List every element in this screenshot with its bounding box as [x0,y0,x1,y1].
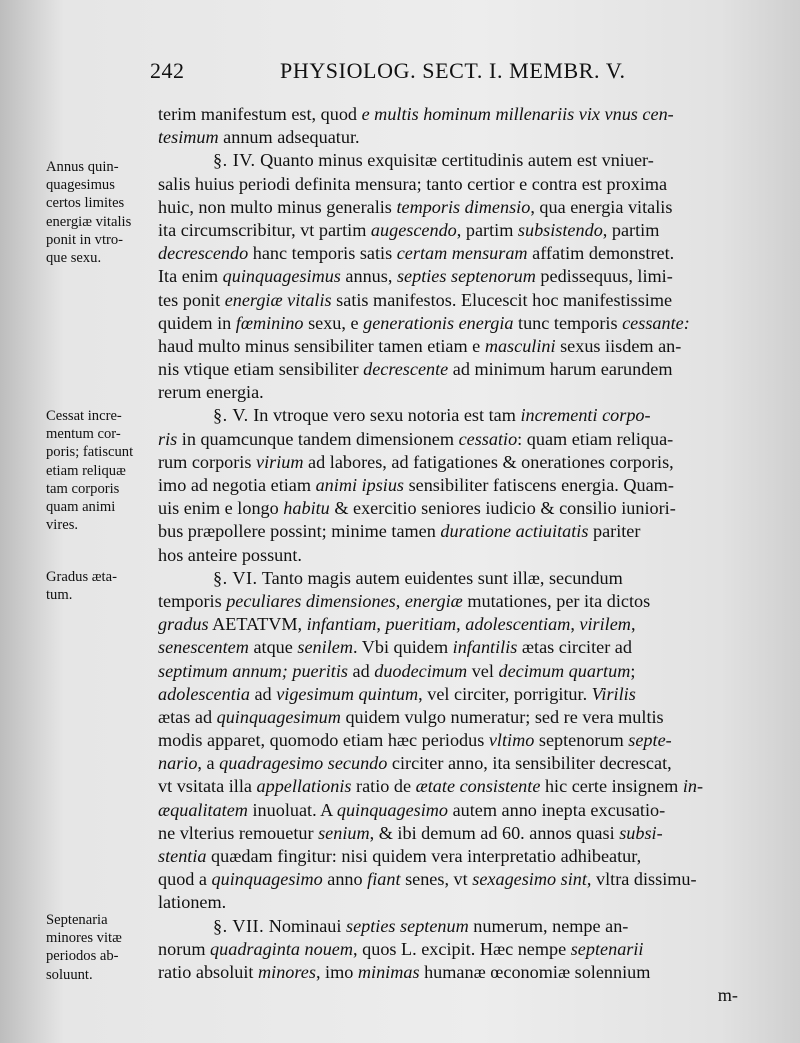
text-line [158,822,738,845]
text-run: anno [322,869,368,890]
margin-note-line: mentum cor- [46,426,121,443]
margin-note-annus [46,158,158,267]
text-run: , vel circiter, porrigitur. [418,683,592,704]
text-run: satis manifestos. Elucescit hoc manifestissime [331,289,673,310]
text-run: rum corporis [158,451,256,472]
italic-phrase: duodecimum [374,660,468,681]
margin-note-line: Cessat incre- [46,408,122,424]
text-run: autem anno inepta excusatio- [448,799,666,820]
margin-note-line: periodos ab- [46,948,119,965]
italic-phrase: senium [318,822,370,843]
text-run: affatim demonstret. [527,243,675,264]
text-run: modis apparet, quomodo etiam hæc periodus [158,730,489,751]
text-line [158,729,738,752]
text-run: ; [630,660,636,681]
text-run: , [395,590,405,611]
text-run: Ita enim [158,266,223,287]
italic-phrase: vigesimum quintum [276,683,419,704]
text-run: , [630,614,636,635]
italic-phrase: pueritiam [385,614,457,635]
margin-note-line: tum. [46,587,73,604]
text-line [158,544,738,567]
italic-phrase: Virilis [591,683,636,704]
italic-phrase: incrementi corpo- [520,405,651,426]
text-run: , a [197,753,220,774]
italic-phrase: augescendo [370,219,457,240]
italic-phrase: quadragesimo secundo [219,753,388,774]
text-run: quod a [158,869,212,890]
text-run: ita circumscribitur, vt partim [158,219,371,240]
italic-phrase: stentia [158,846,207,866]
text-line [158,567,738,590]
italic-phrase: energiæ [404,590,463,611]
text-run: haud multo minus sensibiliter tamen etiam e [158,335,485,356]
italic-phrase: in- [682,776,704,797]
text-run: uis enim e longo [158,498,284,519]
text-run: temporis [158,590,227,611]
italic-phrase: e multis hominum millenariis vix vnus cen- [361,104,674,124]
text-line [158,590,738,613]
text-run: Tanto magis autem euidentes sunt illæ, secundum [257,567,623,588]
italic-phrase: sexagesimo sint [472,869,587,890]
margin-note-line: etiam reliquæ [46,462,126,479]
text-run: hic certe insignem [540,776,683,797]
section-number: §. VI. [213,567,258,588]
text-run: huic, non multo minus generalis [158,196,397,217]
text-run: & exercitio seniores iudicio & consilio iuniori- [329,498,676,519]
text-run: ne vlterius remouetur [158,822,319,843]
text-run: mutationes, per ita dictos [462,590,651,611]
text-run: terim manifestum est, quod [158,104,362,124]
text-line [158,149,738,172]
margin-note-line: tam corporis [46,480,120,497]
text-run: inuoluat. A [247,799,337,820]
text-line [158,196,738,219]
text-line [158,358,738,381]
text-line [158,312,738,335]
text-run: In vtroque vero sexu notoria est tam [248,405,521,426]
italic-phrase: virilem [579,614,631,635]
text-run: ætas circiter ad [517,637,632,658]
page-number: 242 [150,58,185,83]
text-run: AETATVM, [208,614,307,635]
text-run: circiter anno, ita sensibiliter decrescat, [387,753,672,774]
text-run: : quam etiam reliqua- [517,428,674,449]
text-run: Nominaui [264,915,346,936]
text-line [158,915,738,938]
margin-note-line: soluunt. [46,966,93,983]
text-run: ad labores, ad fatigationes & onerationes corporis, [303,451,674,472]
text-line [158,891,738,914]
italic-phrase: decrescente [363,359,449,380]
text-line [158,752,738,775]
italic-phrase: septenarii [570,938,644,959]
italic-phrase: fœminino [235,312,304,333]
text-line [158,938,738,961]
italic-phrase: animi ipsius [315,475,405,495]
margin-note-line: Gradus æta- [46,569,117,585]
text-run: in quamcunque tandem dimensionem [177,428,459,449]
margin-note-line: ponit in vtro- [46,231,124,248]
margin-note-line: Septenaria [46,912,108,928]
italic-phrase: septies septenum [346,915,469,936]
text-line [158,126,738,149]
text-run: senes, vt [400,869,473,890]
italic-phrase: decrescendo [158,243,249,264]
text-run: , quos L. excipit. Hæc nempe [353,938,571,959]
text-run: vel [467,660,499,681]
running-head: PHYSIOLOG. SECT. I. MEMBR. V. [280,58,626,83]
italic-phrase: quadraginta nouem [210,938,354,959]
text-line [158,474,738,497]
text-run: Quanto minus exquisitæ certitudinis autem est vniuer- [255,150,654,171]
text-line [158,219,738,242]
italic-phrase: quinquagesimo [211,869,323,890]
text-run: imo ad negotia etiam [158,475,316,495]
text-run: quidem vulgo numeratur; sed re vera multis [340,706,664,727]
text-run: tunc temporis [513,312,623,333]
text-line [158,799,738,822]
margin-note-line: quagesimus [46,177,115,194]
text-run: quædam fingitur: nisi quidem vera interpretatio adhibeatur, [206,846,642,866]
text-run: , partim [602,219,660,240]
italic-phrase: quinquagesimum [216,706,341,727]
text-run: ratio absoluit [158,961,259,982]
text-line [158,636,738,659]
italic-phrase: vltimo [488,730,535,751]
italic-phrase: decimum quartum [498,660,631,681]
italic-phrase: adolescentia [158,683,250,704]
margin-note-line: minores vitæ [46,930,122,947]
text-line [158,706,738,729]
text-run: lationem. [158,892,227,913]
text-run: norum [158,938,211,959]
body-text [158,103,738,1007]
text-line [158,173,738,196]
italic-phrase: subsistendo [517,219,603,240]
italic-phrase: peculiares dimensiones [226,590,396,611]
text-run: bus præpollere possint; minime tamen [158,521,441,542]
catchword: m- [717,985,738,1006]
italic-phrase: senescentem [158,637,249,658]
italic-phrase: virium [256,451,304,472]
italic-phrase: duratione actiuitatis [440,521,589,542]
italic-phrase: septe- [628,730,672,751]
text-run: pedissequus, limi- [535,266,673,287]
text-line [158,961,738,984]
margin-note-line: que sexu. [46,250,102,267]
text-run: , [570,614,580,635]
text-run: sexus iisdem an- [555,335,682,356]
text-line [158,265,738,288]
italic-phrase: generationis energia [363,312,514,333]
italic-phrase: certam mensuram [396,243,528,264]
text-run: ad [347,660,375,681]
italic-phrase: tesimum [158,127,219,148]
text-run: tes ponit [158,289,225,310]
text-line [158,497,738,520]
margin-note-line: quam animi [46,499,116,516]
margin-note-line: vires. [46,517,79,534]
italic-phrase: septimum annum; pueritis [158,660,348,681]
text-run: ad minimum harum earundem [448,359,673,380]
text-run: rerum energia. [158,382,264,403]
text-run: , imo [315,961,358,982]
italic-phrase: senilem [297,637,353,658]
text-line [158,613,738,636]
text-run: salis huius periodi definita mensura; tanto certior e contra est proxima [158,173,668,194]
italic-phrase: æqualitatem [158,799,248,820]
text-run: quidem in [158,312,236,333]
text-line [158,868,738,891]
italic-phrase: cessatio [458,428,518,449]
italic-phrase: ætate consistente [415,776,541,797]
italic-phrase: quinquagesimus [222,266,341,287]
text-run: sensibiliter fatiscens energia. Quam- [404,475,674,495]
section-number: §. IV. [213,150,256,171]
text-run: numerum, nempe an- [468,915,629,936]
text-line [158,242,738,265]
text-run: pariter [588,521,641,542]
italic-phrase: nario [158,753,198,774]
text-run: sexu, e [303,312,364,333]
italic-phrase: masculini [484,335,556,356]
text-run: , qua energia vitalis [530,196,673,217]
text-run: vt vsitata illa [158,776,257,797]
margin-note-line: energiæ vitalis [46,213,132,230]
text-run: hos anteire possunt. [158,544,302,565]
margin-note-cessat [46,407,158,534]
text-line [158,381,738,404]
text-run: annum adsequatur. [218,127,360,148]
text-run: atque [248,637,298,658]
text-run: nis vtique etiam sensibiliter [158,359,364,380]
text-line [158,683,738,706]
italic-phrase: ris [158,428,178,449]
text-line [158,775,738,798]
text-run: ætas ad [158,706,217,727]
italic-phrase: energiæ vitalis [224,289,332,310]
text-run: , [376,614,386,635]
section-number: §. VII. [213,915,265,936]
italic-phrase: quinquagesimo [336,799,449,820]
text-run: . Vbi quidem [352,637,453,658]
text-run: annus, [340,266,397,287]
text-run: , partim [456,219,518,240]
italic-phrase: minores [258,961,316,982]
margin-note-line: Annus quin- [46,159,119,175]
text-run: , [456,614,466,635]
text-run: hanc temporis satis [248,243,397,264]
italic-phrase: cessante: [622,312,690,333]
page-header [150,58,710,92]
italic-phrase: habitu [283,498,330,519]
italic-phrase: minimas [357,961,420,982]
italic-phrase: subsi- [619,822,663,843]
italic-phrase: adolescentiam [465,614,571,635]
italic-phrase: septies septenorum [396,266,536,287]
italic-phrase: infantiam [306,614,377,635]
text-run: , & ibi demum ad 60. annos quasi [369,822,620,843]
text-line [158,103,738,126]
text-line [158,845,738,868]
italic-phrase: temporis dimensio [396,196,531,217]
italic-phrase: fiant [367,869,401,890]
text-line [158,404,738,427]
text-line [158,451,738,474]
margin-note-gradus [46,568,158,604]
margin-note-line: certos limites [46,195,125,212]
text-run: septenorum [534,730,629,751]
section-number: §. V. [213,405,249,426]
italic-phrase: gradus [158,614,209,635]
text-line [158,289,738,312]
text-run: , vltra dissimu- [586,869,697,890]
text-line [158,335,738,358]
text-run: ad [249,683,277,704]
margin-note-line: poris; fatiscunt [46,444,134,461]
margin-note-septenaria [46,911,158,984]
text-run: humanæ œconomiæ solennium [419,961,651,982]
italic-phrase: appellationis [256,776,352,797]
text-line [158,428,738,451]
text-line [158,660,738,683]
text-run: ratio de [351,776,416,797]
italic-phrase: infantilis [452,637,518,658]
text-line [158,520,738,543]
